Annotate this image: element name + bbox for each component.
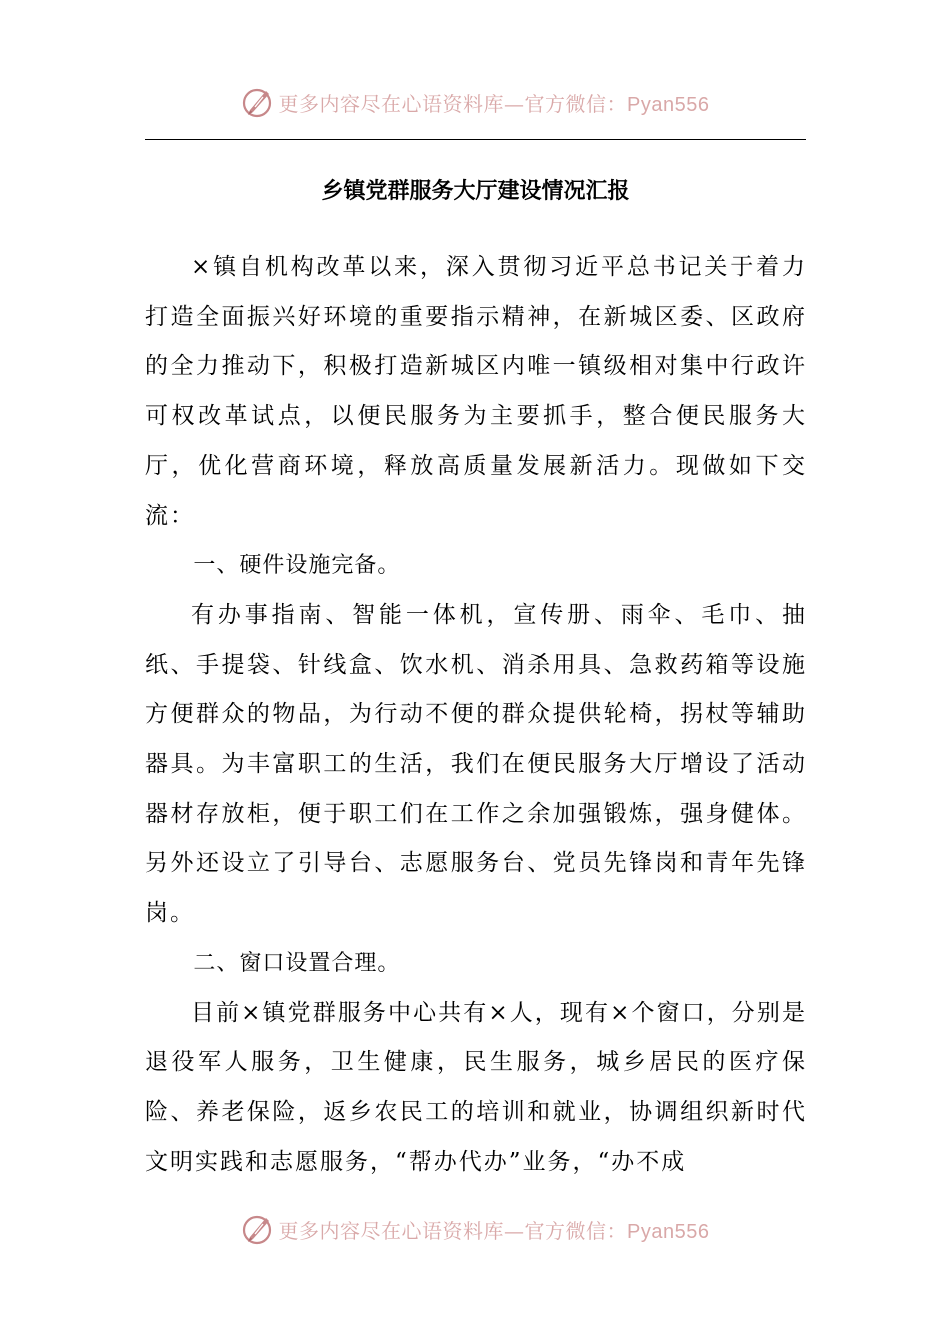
section-paragraph-2: 目前×镇党群服务中心共有×人，现有×个窗口，分别是退役军人服务，卫生健康，民生服务，城乡居民的医疗保险、养老保险，返乡农民工的培训和就业，协调组织新时代文明实践和志愿服务，“帮办代办”业务，“办不成	[145, 999, 807, 1175]
section-heading-2: 二、窗口设置合理。	[193, 950, 401, 976]
document-body	[145, 243, 807, 1187]
document-title: 乡镇党群服务大厅建设情况汇报	[321, 179, 630, 204]
section-heading-1: 一、硬件设施完备。	[193, 553, 401, 579]
header-divider	[145, 139, 806, 140]
section-paragraph-1: 有办事指南、智能一体机，宣传册、雨伞、毛巾、抽纸、手提袋、针线盒、饮水机、消杀用具、急救药箱等设施方便群众的物品，为行动不便的群众提供轮椅，拐杖等辅助器具。为丰富职工的生活，我们在便民服务大厅增设了活动器材存放柜，便于职工们在工作之余加强锻炼，强身健体。另外还设立了引导台、志愿服务台、党员先锋岗和青年先锋岗。	[145, 601, 807, 927]
watermark-text: 更多内容尽在心语资料库—官方微信：Pyan556	[278, 91, 710, 116]
watermark-header	[0, 80, 950, 124]
watermark-footer	[0, 1207, 950, 1251]
watermark-text: 更多内容尽在心语资料库—官方微信：Pyan556	[278, 1218, 710, 1243]
quill-pen-circle-icon	[241, 85, 275, 119]
intro-paragraph: ×镇自机构改革以来，深入贯彻习近平总书记关于着力打造全面振兴好环境的重要指示精神，在新城区委、区政府的全力推动下，积极打造新城区内唯一镇级相对集中行政许可权改革试点，以便民服务为主要抓手，整合便民服务大厅，优化营商环境，释放高质量发展新活力。现做如下交流：	[145, 254, 807, 529]
quill-pen-circle-icon	[241, 1212, 275, 1246]
